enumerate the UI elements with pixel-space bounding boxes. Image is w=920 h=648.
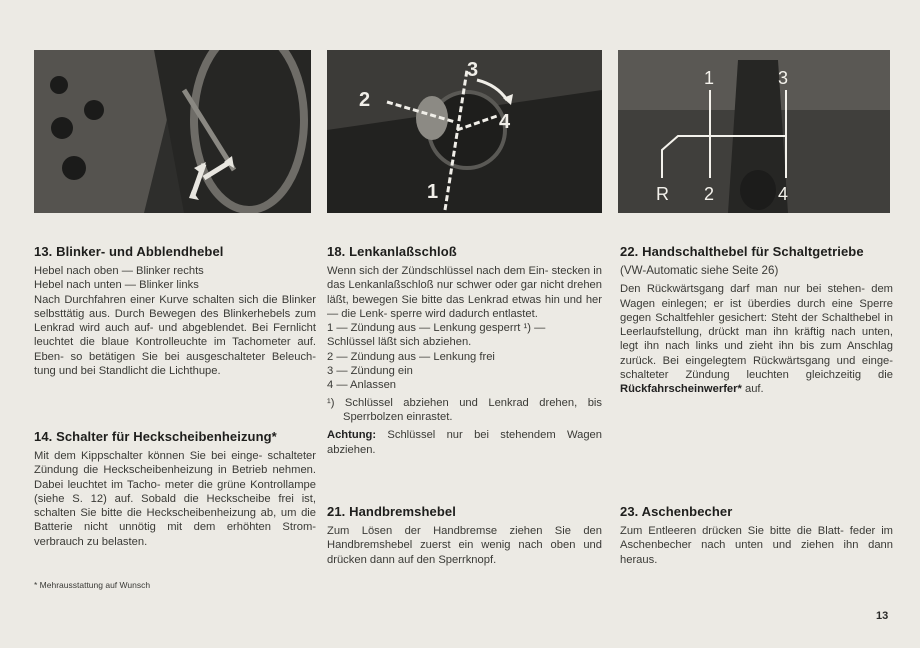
section-21-body: Zum Lösen der Handbremse ziehen Sie den Handbremshebel zuerst ein wenig nach oben und drücken dann auf den Sperrknopf. bbox=[327, 525, 602, 566]
section-23-title: 23. Aschenbecher bbox=[620, 504, 733, 519]
section-21-title: 21. Handbremshebel bbox=[327, 504, 456, 519]
note-text: Schlüssel nur bei stehendem Wagen abziehen. bbox=[327, 429, 602, 456]
section-23-body: Zum Entleeren drücken Sie bitte die Blatt- feder im Aschenbecher nach unten und ziehen ihn dann heraus. bbox=[620, 525, 893, 566]
ignition-label-1: 1 bbox=[427, 181, 439, 203]
section-23 bbox=[620, 504, 893, 567]
section-18-item2: 2 — Zündung aus — Lenkung frei bbox=[327, 350, 495, 363]
gear-shift-photo bbox=[618, 50, 890, 213]
ignition-label-2: 2 bbox=[359, 89, 371, 111]
section-22-tail: auf. bbox=[741, 383, 764, 396]
page-number: 13 bbox=[876, 610, 889, 622]
ignition-label-4: 4 bbox=[499, 111, 511, 133]
footnote: * Mehrausstattung auf Wunsch bbox=[34, 580, 151, 590]
section-18-item3: 3 — Zündung ein bbox=[327, 365, 413, 378]
section-18-note bbox=[327, 428, 602, 457]
section-14-body: Mit dem Kippschalter können Sie bei einge- schalteter Zündung die Heckscheibenheizung in Betrieb nehmen. Dabei leuchtet im Tacho- meter die grüne Kontrollampe (siehe S. 12) auf. Sobald die Heckscheibe frei ist, schalten Sie bitte die Heckscheibenheizung ab, um die Batterie nicht unnötig mit dem erhöhten Strom- verbrauch zu belasten. bbox=[34, 450, 316, 548]
section-14 bbox=[34, 429, 316, 549]
column-left bbox=[34, 244, 316, 378]
section-18-title: 18. Lenkanlaßschloß bbox=[327, 244, 457, 259]
section-18-item1b: Schlüssel läßt sich abziehen. bbox=[327, 336, 472, 349]
section-22-subtitle: (VW-Automatic siehe Seite 26) bbox=[620, 264, 779, 277]
section-22-body bbox=[620, 282, 893, 396]
section-18-item1: 1 — Zündung aus — Lenkung gesperrt ¹) — bbox=[327, 322, 546, 335]
section-14-title: 14. Schalter für Heckscheibenheizung* bbox=[34, 429, 277, 444]
section-22-title: 22. Handschalthebel für Schaltgetriebe bbox=[620, 244, 864, 259]
gear-label-2: 2 bbox=[704, 184, 715, 204]
section-13-title: 13. Blinker- und Abblendhebel bbox=[34, 244, 224, 259]
section-22-text: Den Rückwärtsgang darf man nur bei stehen- dem Wagen einlegen; er ist überdies durch eine Sperre gegen Schaltfehler gesichert: Steht der Schalthebel in Leerlaufstellung, drückt man ihn kräftig nach unten, legt ihn nach links und zieht ihn bis zum Anschlag zurück. Bei eingelegtem Rückwärtsgang und einge- schalteter Zündung leuchten gleichzeitig die bbox=[620, 283, 893, 382]
gear-label-1: 1 bbox=[704, 68, 715, 88]
section-13-body: Nach Durchfahren einer Kurve schalten sich die Blinker selbsttätig aus. Durch Bewegen des Blinkerhebels zum Lenkrad wird auch auf- und abgeblendet. Bei Fernlicht leuchtet die blaue Kontrolleuchte im Tachometer auf. Eben- so betätigen Sie bei ausgeschalteter Beleuch- tung und bei Standlicht die Lichthupe. bbox=[34, 293, 316, 378]
column-middle bbox=[327, 244, 602, 457]
gear-label-4: 4 bbox=[778, 184, 789, 204]
section-18-body: Wenn sich der Zündschlüssel nach dem Ein- stecken in das Lenkanlaßschloß nur schwer oder gar nicht drehen läßt, bewegen Sie bitte das Lenkrad etwas hin und her — die Lenk- sperre wird dadurch entlastet. bbox=[327, 265, 602, 320]
section-18-item4: 4 — Anlassen bbox=[327, 379, 397, 392]
reverse-light-term: Rückfahrscheinwerfer* bbox=[620, 383, 742, 396]
ignition-label-3: 3 bbox=[467, 59, 479, 81]
turn-signal-lever-photo bbox=[34, 50, 311, 213]
note-label: Achtung: bbox=[327, 429, 377, 442]
column-right bbox=[620, 244, 893, 397]
section-18-footnote: ¹) Schlüssel abziehen und Lenkrad drehen, bis Sperrbolzen einrastet. bbox=[327, 396, 602, 423]
section-13-line2: Hebel nach unten — Blinker links bbox=[34, 279, 199, 292]
gear-label-r: R bbox=[656, 184, 669, 204]
section-13-line1: Hebel nach oben — Blinker rechts bbox=[34, 265, 204, 277]
gear-label-3: 3 bbox=[778, 68, 789, 88]
section-21 bbox=[327, 504, 602, 567]
ignition-lock-photo bbox=[327, 50, 602, 213]
